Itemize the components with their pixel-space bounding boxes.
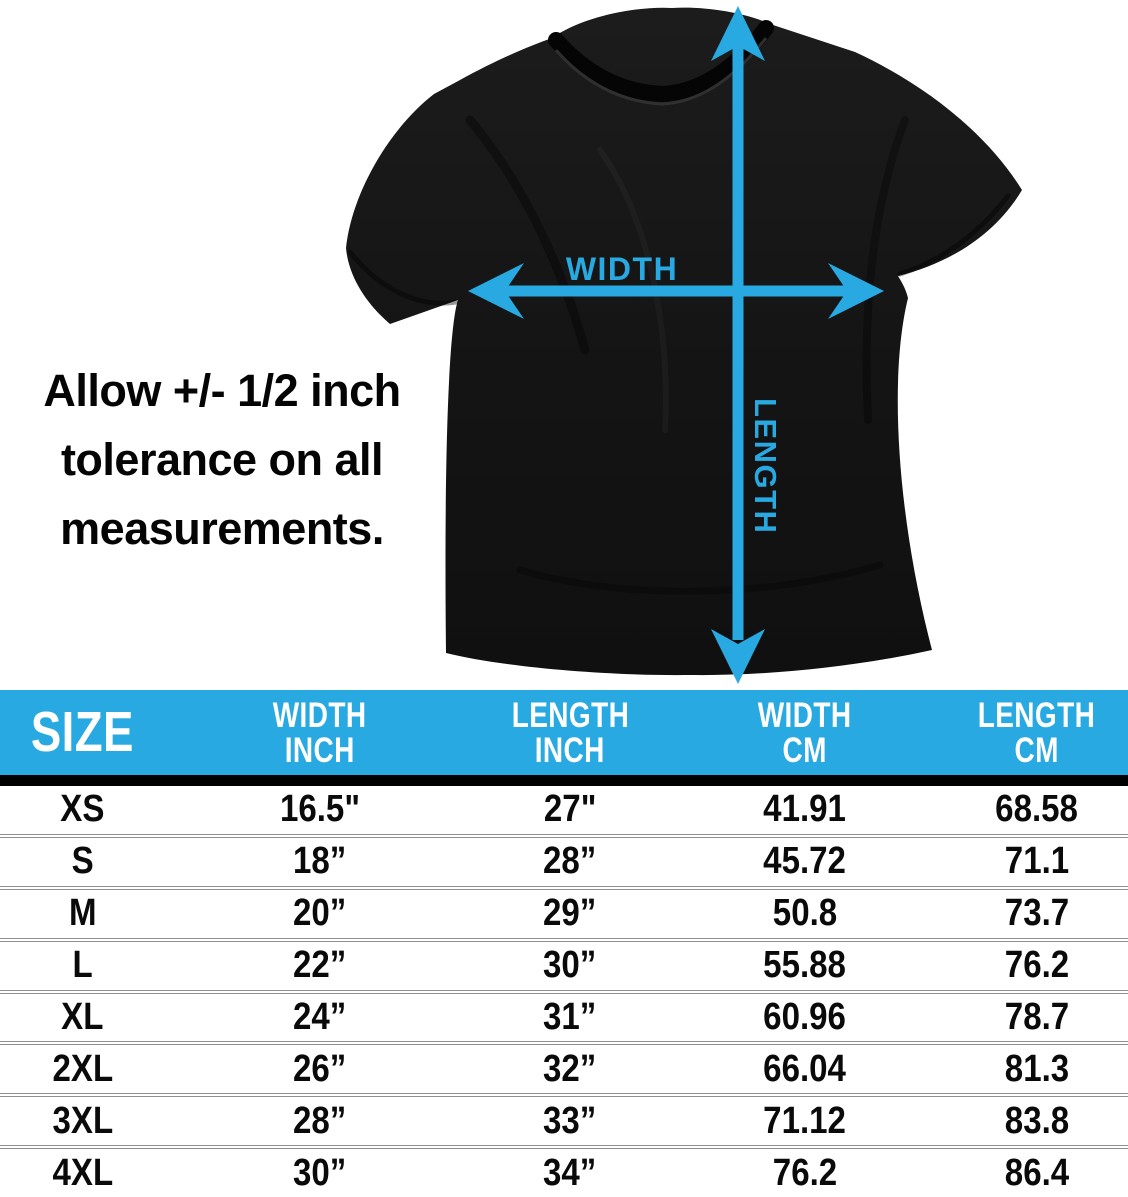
width-cm-cell: 55.88: [763, 944, 847, 987]
width-inch-cell: 26”: [293, 1047, 347, 1090]
width-inch-cell: 28”: [293, 1099, 347, 1142]
length-cm-cell: 71.1: [1004, 840, 1069, 883]
table-row-l: [0, 942, 1128, 990]
width-cm-cell: 76.2: [772, 1151, 838, 1194]
tolerance-note-line: Allow +/- 1/2 inch: [43, 365, 401, 416]
table-row-xl: [0, 994, 1128, 1042]
table-row-s: [0, 838, 1128, 886]
header-size: SIZE: [31, 700, 134, 764]
size-cell: 4XL: [52, 1151, 113, 1194]
size-cell: 3XL: [52, 1099, 113, 1142]
width-cm-cell: 60.96: [763, 996, 847, 1038]
size-cell: 2XL: [52, 1047, 113, 1090]
length-inch-cell: 34”: [543, 1151, 597, 1194]
tshirt-silhouette: [346, 8, 1022, 675]
width-inch-cell: 30”: [293, 1151, 347, 1194]
header-separator-bar: [0, 775, 1128, 786]
width-cm-cell: 66.04: [763, 1047, 847, 1090]
length-inch-cell: 32”: [543, 1047, 597, 1090]
length-cm-cell: 81.3: [1004, 1047, 1069, 1090]
length-inch-cell: 33”: [543, 1099, 597, 1142]
length-cm-cell: 76.2: [1004, 944, 1069, 987]
size-cell: XS: [60, 788, 105, 831]
width-inch-cell: 20”: [293, 892, 347, 935]
length-cm-cell: 83.8: [1004, 1099, 1069, 1142]
tolerance-note: [0, 356, 444, 563]
length-inch-cell: 30”: [543, 944, 597, 987]
length-cm-cell: 86.4: [1004, 1151, 1069, 1194]
width-cm-cell: 41.91: [763, 788, 847, 831]
table-row-2xl: [0, 1045, 1128, 1093]
length-cm-cell: 73.7: [1004, 892, 1069, 935]
table-row-m: [0, 890, 1128, 938]
length-arrow-label: LENGTH: [748, 398, 783, 535]
header-length-cm: LENGTH CM: [977, 695, 1096, 770]
size-table: [0, 690, 1128, 1197]
header-width-inch: WIDTH INCH: [273, 695, 367, 770]
size-cell: XL: [61, 996, 104, 1038]
width-cm-cell: 50.8: [772, 892, 838, 935]
table-row-xs: [0, 786, 1128, 834]
size-cell: L: [72, 944, 93, 987]
tolerance-note-line: tolerance on all: [60, 434, 384, 485]
width-inch-cell: 16.5": [279, 788, 361, 831]
header-width-cm: WIDTH CM: [758, 695, 852, 770]
width-inch-cell: 22”: [293, 944, 347, 987]
size-cell: S: [71, 840, 94, 883]
tolerance-note-line: measurements.: [60, 503, 384, 554]
width-inch-cell: 18”: [293, 840, 347, 883]
size-table-header: [0, 690, 1128, 775]
length-inch-cell: 28”: [543, 840, 597, 883]
width-cm-cell: 45.72: [763, 840, 847, 883]
width-inch-cell: 24”: [293, 996, 347, 1038]
length-inch-cell: 29”: [543, 892, 597, 935]
table-row-3xl: [0, 1097, 1128, 1145]
length-inch-cell: 31”: [543, 996, 597, 1038]
length-inch-cell: 27": [543, 788, 597, 831]
width-arrow-label: WIDTH: [565, 251, 679, 287]
length-cm-cell: 78.7: [1004, 996, 1069, 1038]
header-length-inch: LENGTH INCH: [511, 695, 629, 770]
size-cell: M: [68, 892, 97, 935]
length-cm-cell: 68.58: [995, 788, 1078, 831]
table-row-4xl: [0, 1149, 1128, 1197]
width-cm-cell: 71.12: [763, 1099, 847, 1142]
